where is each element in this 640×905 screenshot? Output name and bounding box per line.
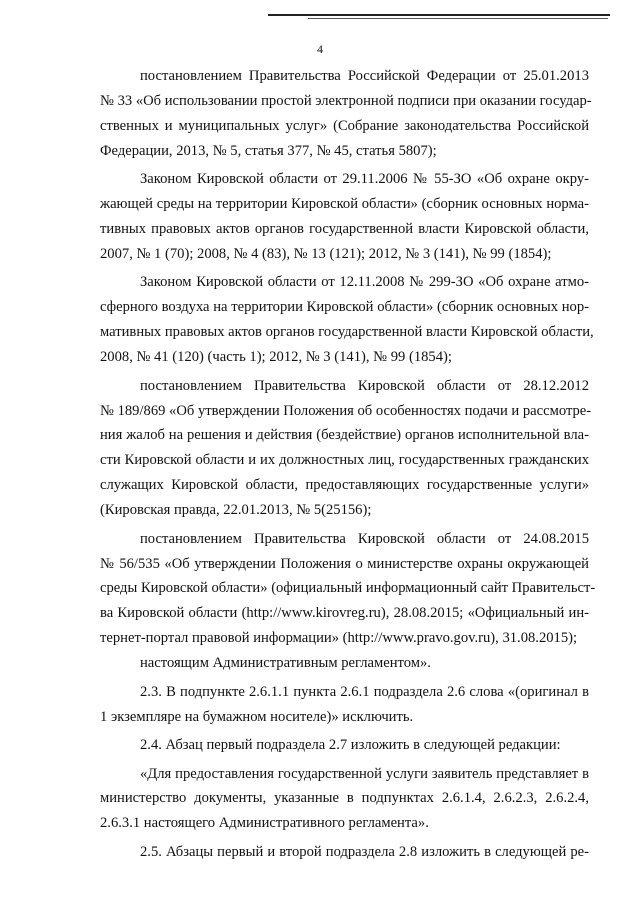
text-line: сферного воздуха на территории Кировской области» (сборник основных нор- — [100, 299, 589, 316]
text-line: ния жалоб на решения и действия (бездействие) органов исполнительной вла- — [100, 427, 589, 444]
text-line: постановлением Правительства Кировской области от 24.08.2015 — [140, 530, 589, 547]
text-line: 2007, № 1 (70); 2008, № 4 (83), № 13 (121); 2012, № 3 (141), № 99 (1854); — [100, 245, 552, 262]
page-number: 4 — [317, 42, 323, 56]
text-line: Федерации, 2013, № 5, статья 377, № 45, статья 5807); — [100, 142, 437, 159]
text-line: № 33 «Об использовании простой электронной подписи при оказании государ- — [100, 92, 592, 109]
text-line: 2008, № 41 (120) (часть 1); 2012, № 3 (141), № 99 (1854); — [100, 349, 452, 366]
text-line: постановлением Правительства Российской Федерации от 25.01.2013 — [140, 68, 589, 84]
text-line: сти Кировской области и их должностных лиц, государственных гражданских — [100, 452, 589, 469]
text-line: № 56/535 «Об утверждении Положения о министерстве охраны окружающей — [100, 555, 589, 572]
text-line: мативных правовых актов органов государственной власти Кировской области, — [100, 324, 594, 341]
text-line: «Для предоставления государственной услуги заявитель представляет в — [140, 765, 589, 782]
text-line: жающей среды на территории Кировской области» (сборник основных норма- — [100, 196, 589, 213]
text-line: ственных и муниципальных услуг» (Собрание законодательства Российской — [100, 117, 589, 134]
text-line: (Кировская правда, 22.01.2013, № 5(25156); — [100, 502, 372, 519]
text-line: 2.5. Абзацы первый и второй подраздела 2.8 изложить в следующей ре- — [140, 843, 589, 860]
text-line: постановлением Правительства Кировской области от 28.12.2012 — [140, 377, 589, 394]
text-line: 1 экземпляре на бумажном носителе)» исключить. — [100, 708, 414, 725]
text-line: 2.6.3.1 настоящего Административного регламента». — [100, 815, 429, 832]
text-line: настоящим Административным регламентом». — [140, 655, 431, 672]
text-line: Законом Кировской области от 29.11.2006 № 55-ЗО «Об охране окру- — [140, 171, 589, 188]
text-line: № 189/869 «Об утверждении Положения об особенностях подачи и рассмотре- — [100, 402, 592, 419]
text-line: 2.4. Абзац первый подраздела 2.7 изложить в следующей редакции: — [140, 737, 561, 753]
text-line: министерство документы, указанные в подпунктах 2.6.1.4, 2.6.2.3, 2.6.2.4, — [100, 790, 589, 807]
text-line: тернет-портал правовой информации» (http://www.pravo.gov.ru), 31.08.2015); — [100, 630, 578, 647]
text-line: среды Кировской области» (официальный информационный сайт Правительст- — [100, 580, 596, 597]
text-line: служащих Кировской области, предоставляющих государственные услуги» — [100, 477, 589, 494]
header-rule-line — [268, 14, 610, 16]
text-line: 2.3. В подпункте 2.6.1.1 пункта 2.6.1 подраздела 2.6 слова «(оригинал в — [140, 683, 589, 700]
text-line: Законом Кировской области от 12.11.2008 № 299-ЗО «Об охране атмо- — [140, 274, 589, 291]
text-line: ва Кировской области (http://www.kirovreg.ru), 28.08.2015; «Официальный ин- — [100, 605, 589, 622]
text-line: тивных правовых актов органов государственной власти Кировской области, — [100, 221, 589, 237]
